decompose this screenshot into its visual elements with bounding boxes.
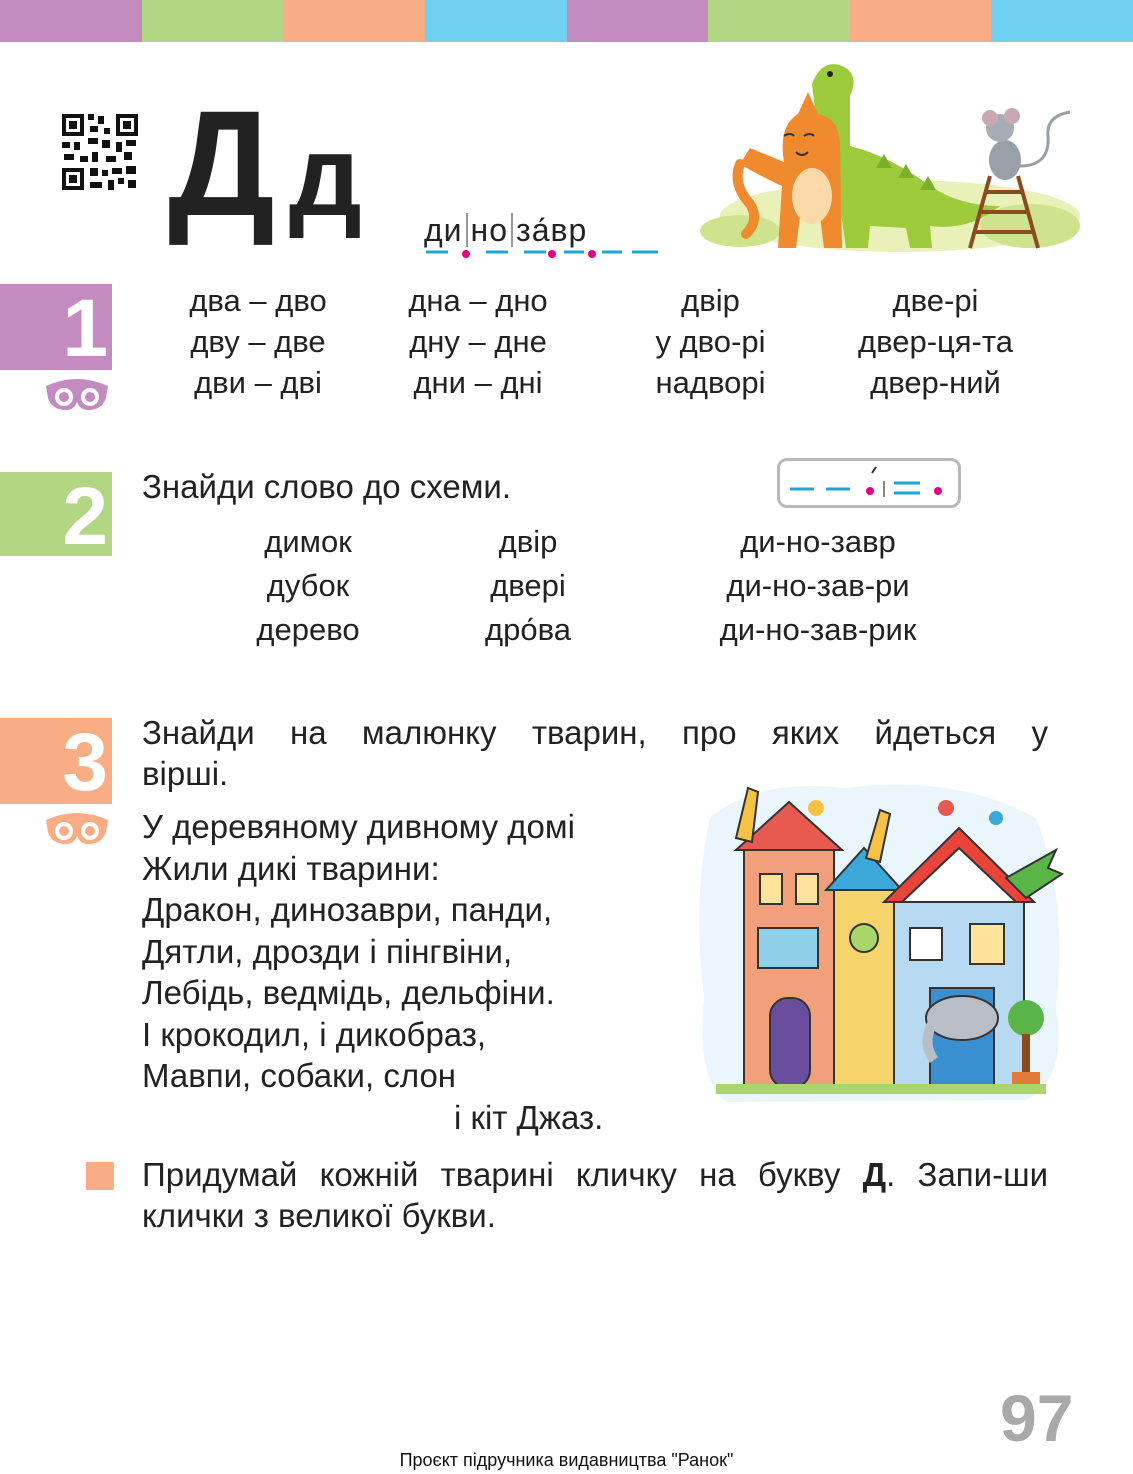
syllable-1: ди <box>424 212 463 248</box>
table-cell: надворі <box>655 365 766 400</box>
word-scheme-icon <box>780 461 958 505</box>
table-cell: дна – дно <box>408 283 548 318</box>
table-cell: ди-но-завр <box>740 524 896 559</box>
owl-eyes-icon <box>44 812 110 846</box>
color-stripe-segment <box>0 0 142 42</box>
table-row <box>158 280 1048 321</box>
owl-eyes-icon <box>44 378 110 412</box>
letter-upper: Д <box>168 79 275 247</box>
exercise-2-words-table <box>228 520 968 652</box>
table-cell: два – дво <box>189 283 327 318</box>
poem <box>142 806 603 1138</box>
table-cell: у дво-рі <box>655 324 766 359</box>
table-cell: двір <box>498 524 558 559</box>
color-stripe-segment <box>283 0 425 42</box>
poem-line: і кіт Джаз. <box>454 1098 604 1136</box>
table-cell: дву – две <box>190 324 326 359</box>
word-scheme-box <box>777 458 961 508</box>
poem-line: У деревяному дивному домі <box>142 808 575 845</box>
extra-task-text-end: . Запи-ши клички з великої букви. <box>142 1156 1048 1234</box>
qr-code-icon[interactable] <box>60 112 140 192</box>
table-cell: две-рі <box>892 283 979 318</box>
exercise-1-number-text: 1 <box>62 283 108 374</box>
extra-task-letter: Д <box>862 1156 887 1193</box>
exercise-3-number <box>0 717 112 808</box>
extra-task-text: Придумай кожній тварині кличку на букву <box>142 1156 863 1193</box>
poem-line: Лебідь, ведмідь, дельфіни. <box>142 974 555 1011</box>
table-row <box>158 321 1048 362</box>
letter-heading <box>168 79 362 247</box>
exercise-1-number <box>0 283 112 374</box>
color-stripe-segment <box>850 0 992 42</box>
exercise-3-instruction: Знайди на малюнку тварин, про яких йдеться у вірші. <box>142 714 1048 792</box>
table-row <box>228 520 968 564</box>
sound-scheme <box>424 246 664 262</box>
table-cell: дро́ва <box>485 612 571 647</box>
table-cell: дви – дві <box>194 365 322 400</box>
exercise-2-instruction: Знайди слово до схеми. <box>142 468 512 505</box>
table-cell: двер-ця-та <box>858 324 1013 359</box>
color-stripe-segment <box>991 0 1133 42</box>
table-cell: двер-ний <box>870 365 1001 400</box>
color-stripe-segment <box>708 0 850 42</box>
cat-dinosaur-mouse-illustration <box>700 56 1082 252</box>
task-marker <box>86 1162 114 1190</box>
syllable-divider <box>466 213 468 247</box>
animal-house-illustration <box>696 778 1068 1108</box>
color-stripe-segment <box>142 0 284 42</box>
color-stripe-segment <box>425 0 567 42</box>
table-cell: ди-но-зав-рик <box>719 612 917 647</box>
exercise-1-syllables-table <box>158 280 1048 403</box>
table-row <box>228 608 968 652</box>
table-cell: дерево <box>256 612 360 647</box>
table-cell: димок <box>264 524 352 559</box>
table-cell: двір <box>681 283 740 318</box>
top-color-stripe <box>0 0 1133 42</box>
page-number: 97 <box>1000 1381 1074 1455</box>
poem-line: Дятли, дрозди і пінгвіни, <box>142 932 513 970</box>
poem-line: Мавпи, собаки, слон <box>142 1057 457 1094</box>
color-stripe-segment <box>567 0 709 42</box>
poem-line: І крокодил, і дикобраз, <box>142 1015 487 1053</box>
exercise-2-number-text: 2 <box>62 471 108 562</box>
table-row <box>228 564 968 608</box>
table-cell: дубок <box>266 568 350 603</box>
table-cell: дну – дне <box>409 324 547 359</box>
table-cell: дни – дні <box>413 365 543 400</box>
table-cell: двері <box>490 568 566 603</box>
syllable-word <box>424 212 587 249</box>
syllable-3: за́ <box>516 212 551 248</box>
exercise-2-number <box>0 471 112 562</box>
footer-note: Проєкт підручника видавництва "Ранок" <box>399 1450 734 1470</box>
poem-line: Жили дикі тварини: <box>142 849 440 887</box>
extra-task <box>142 1154 1048 1236</box>
letter-lower: д <box>288 112 362 240</box>
table-row <box>158 362 1048 403</box>
syllable-divider <box>511 213 513 247</box>
syllable-4: вр <box>550 212 588 248</box>
exercise-3-number-text: 3 <box>62 717 108 808</box>
poem-line: Дракон, динозаври, панди, <box>142 891 553 928</box>
table-cell: ди-но-зав-ри <box>726 568 910 603</box>
syllable-2: но <box>470 212 509 248</box>
